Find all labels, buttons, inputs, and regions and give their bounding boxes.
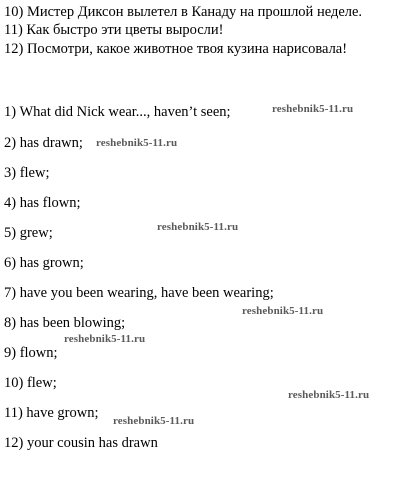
russian-sentence-12: 12) Посмотри, какое животное твоя кузина нарисовала! xyxy=(4,41,348,57)
answer-7: 7) have you been wearing, have been wearing; xyxy=(4,285,274,301)
watermark-text: reshebnik5-11.ru xyxy=(64,333,146,345)
answer-1: 1) What did Nick wear..., haven’t seen; xyxy=(4,104,231,120)
answer-5: 5) grew; xyxy=(4,225,53,241)
answer-8: 8) has been blowing; xyxy=(4,315,126,331)
russian-sentence-10: 10) Мистер Диксон вылетел в Канаду на прошлой неделе. xyxy=(4,4,363,20)
watermark-text: reshebnik5-11.ru xyxy=(288,389,370,401)
watermark-text: reshebnik5-11.ru xyxy=(96,137,178,149)
answer-9: 9) flown; xyxy=(4,345,58,361)
answer-2: 2) has drawn; xyxy=(4,135,83,151)
watermark-text: reshebnik5-11.ru xyxy=(242,305,324,317)
watermark-text: reshebnik5-11.ru xyxy=(157,221,239,233)
russian-sentence-11: 11) Как быстро эти цветы выросли! xyxy=(4,22,224,38)
answer-12: 12) your cousin has drawn xyxy=(4,435,158,451)
watermark-text: reshebnik5-11.ru xyxy=(272,103,354,115)
watermark-text: reshebnik5-11.ru xyxy=(113,415,195,427)
answer-6: 6) has grown; xyxy=(4,255,84,271)
answer-11: 11) have grown; xyxy=(4,405,99,421)
answer-4: 4) has flown; xyxy=(4,195,81,211)
answer-3: 3) flew; xyxy=(4,165,50,181)
answer-10: 10) flew; xyxy=(4,375,57,391)
